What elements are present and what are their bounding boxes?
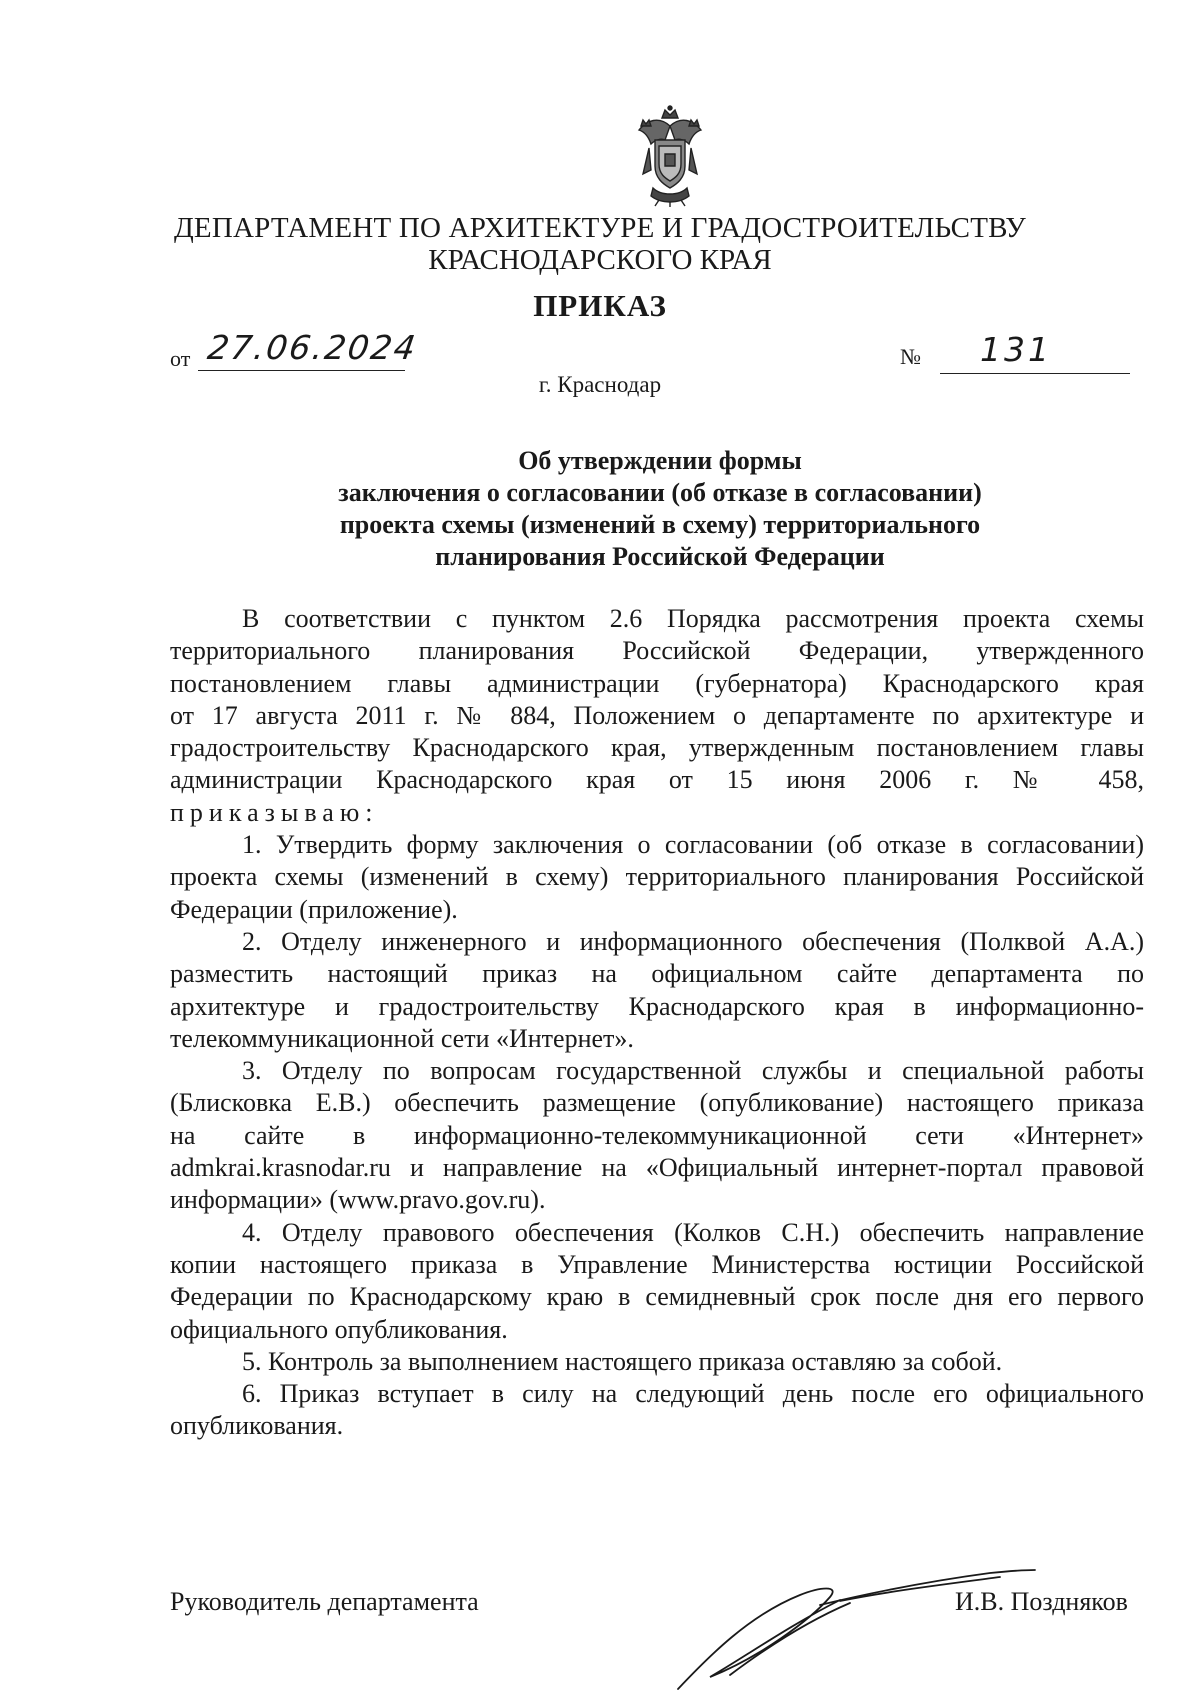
body-line: на сайте в информационно-телекоммуникационной сети «Интернет» xyxy=(170,1120,1144,1150)
order-subject xyxy=(250,445,1070,573)
subject-line: проекта схемы (изменений в схему) территориального xyxy=(339,510,981,539)
order-body xyxy=(170,603,1144,1443)
body-line: Федерации (приложение). xyxy=(170,894,458,924)
body-line: архитектуре и градостроительству Краснодарского края в информационно- xyxy=(170,991,1144,1021)
body-line: телекоммуникационной сети «Интернет». xyxy=(170,1023,634,1053)
order-date: 27.06.2024 xyxy=(205,328,420,367)
body-line: Федерации по Краснодарскому краю в семидневный срок после дня его первого xyxy=(170,1282,1144,1312)
city-name: г. Краснодар xyxy=(538,372,662,397)
body-line: от 17 августа 2011 г. № 884, Положением о департаменте по архитектуре и xyxy=(170,700,1144,730)
body-line: (Блисковка Е.В.) обеспечить размещение (опубликование) настоящего приказа xyxy=(170,1088,1144,1118)
number-prefix: № xyxy=(900,344,921,369)
department-name-line1: ДЕПАРТАМЕНТ ПО АРХИТЕКТУРЕ И ГРАДОСТРОИТЕЛЬСТВУ xyxy=(173,212,1027,244)
coat-of-arms-icon xyxy=(629,104,711,208)
body-line: градостроительству Краснодарского края, утвержденным постановлением главы xyxy=(170,733,1144,763)
signer-name: И.В. Поздняков xyxy=(955,1587,1128,1616)
body-line: 5. Контроль за выполнением настоящего приказа оставляю за собой. xyxy=(242,1346,1003,1376)
handwritten-signature-icon xyxy=(670,1565,1060,1695)
body-line: 2. Отделу инженерного и информационного обеспечения (Полквой А.А.) xyxy=(242,926,1144,956)
body-line: копии настоящего приказа в Управление Министерства юстиции Российской xyxy=(170,1249,1144,1279)
body-line: опубликования. xyxy=(170,1411,344,1441)
body-line: информации» (www.pravo.gov.ru). xyxy=(170,1185,546,1215)
signer-position: Руководитель департамента xyxy=(170,1587,479,1616)
body-line: 6. Приказ вступает в силу на следующий день после его официального xyxy=(242,1379,1144,1409)
document-type-title: ПРИКАЗ xyxy=(533,288,667,323)
body-line: 4. Отделу правового обеспечения (Колков С.Н.) обеспечить направление xyxy=(242,1217,1144,1247)
subject-line: Об утверждении формы xyxy=(518,446,802,475)
body-line: разместить настоящий приказ на официальном сайте департамента по xyxy=(170,959,1144,989)
department-name-line2: КРАСНОДАРСКОГО КРАЯ xyxy=(428,244,772,276)
body-line: 1. Утвердить форму заключения о согласовании (об отказе в согласовании) xyxy=(242,830,1144,860)
order-number: 131 xyxy=(980,330,1052,369)
body-line: 3. Отделу по вопросам государственной службы и специальной работы xyxy=(242,1056,1144,1086)
subject-line: планирования Российской Федерации xyxy=(435,542,885,571)
body-line: проекта схемы (изменений в схему) территориального планирования Российской xyxy=(170,862,1144,892)
body-line: территориального планирования Российской Федерации, утвержденного xyxy=(170,636,1144,666)
body-line: приказываю: xyxy=(170,797,379,827)
subject-line: заключения о согласовании (об отказе в согласовании) xyxy=(338,478,982,507)
body-line: admkrai.krasnodar.ru и направление на «Официальный интернет-портал правовой xyxy=(170,1153,1144,1183)
date-underline xyxy=(198,370,405,371)
body-line: администрации Краснодарского края от 15 июня 2006 г. № 458, xyxy=(170,765,1144,795)
body-line: постановлением главы администрации (губернатора) Краснодарского края xyxy=(170,668,1144,698)
body-line: официального опубликования. xyxy=(170,1314,508,1344)
body-line: В соответствии с пунктом 2.6 Порядка рассмотрения проекта схемы xyxy=(242,604,1144,633)
date-prefix: от xyxy=(170,346,191,371)
